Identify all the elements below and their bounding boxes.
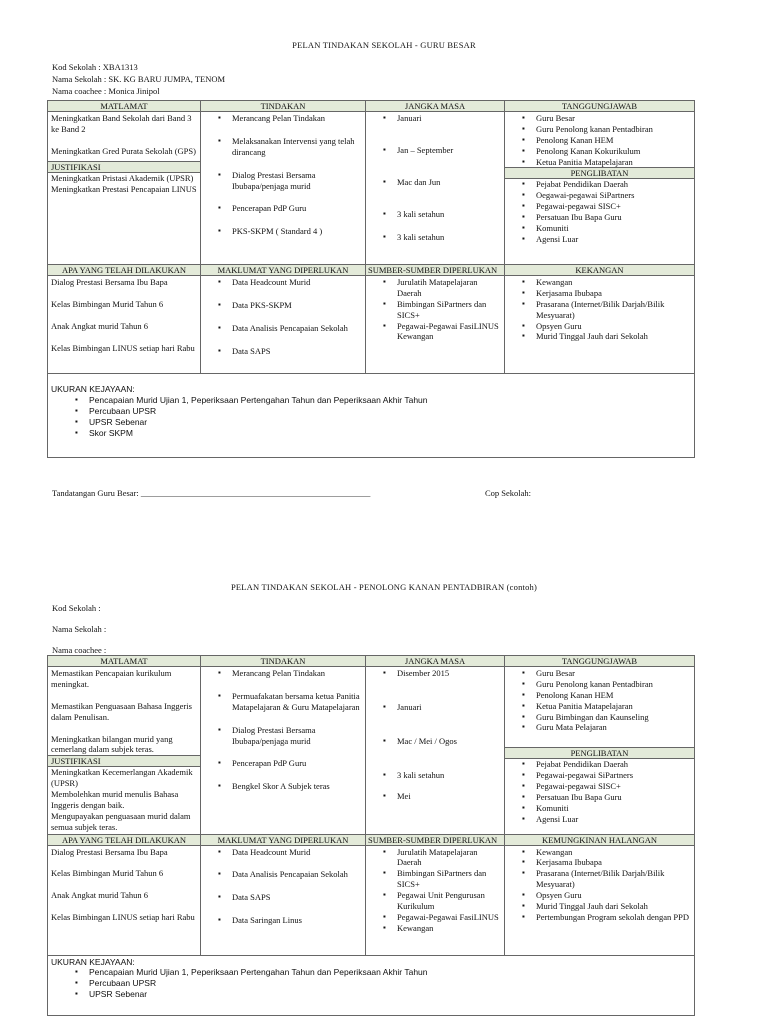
penglibatan-item: ▪ Pegawai-pegawai SISC+ xyxy=(536,201,691,212)
sumber-item: ▪ Jurulatih Matapelajaran Daerah xyxy=(397,277,501,299)
kekangan-cell xyxy=(505,276,695,374)
tindakan-item: ▪ Dialog Prestasi Bersama Ibubapa/penjaga murid xyxy=(232,170,362,192)
jangka-item: ▪ Disember 2015 xyxy=(397,668,501,679)
apa-item: Kelas Bimbingan LINUS setiap hari Rabu xyxy=(51,912,195,923)
penglibatan-item: ▪ Agensi Luar xyxy=(536,814,691,825)
header-tanggungjawab: TANGGUNGJAWAB xyxy=(505,656,695,667)
ukuran-item: ▪ Pencapaian Murid Ujian 1, Peperiksaan Pertengahan Tahun dan Peperiksaan Akhir Tahun xyxy=(89,395,691,406)
apa-item: Kelas Bimbingan LINUS setiap hari Rabu xyxy=(51,342,195,353)
kekangan-item: ▪ Opsyen Guru xyxy=(536,321,691,332)
maklumat-item: ▪ Data Analisis Pencapaian Sekolah xyxy=(232,869,362,880)
tindakan-item: ▪ Permuafakatan bersama ketua Panitia Matapelajaran & Guru Matapelajaran xyxy=(232,691,362,713)
justifikasi-item: Meningkatkan Prestasi Pencapaian LINUS xyxy=(51,183,197,194)
apa-cell xyxy=(48,845,201,955)
matlamat-item: Memastikan Penguasaan Bahasa Inggeris dalam Penulisan. xyxy=(51,700,192,722)
tanggungjawab-cell xyxy=(505,667,695,835)
kekangan-item: ▪ Murid Tinggal Jauh dari Sekolah xyxy=(536,331,691,342)
jangka-item: ▪ Januari xyxy=(397,702,501,713)
header-apa-dilakukan: APA YANG TELAH DILAKUKAN xyxy=(48,834,201,845)
penglibatan-item: ▪ Pejabat Pendidikan Daerah xyxy=(536,759,691,770)
ukuran-item: ▪ Pencapaian Murid Ujian 1, Peperiksaan Pertengahan Tahun dan Peperiksaan Akhir Tahun xyxy=(89,967,691,978)
penglibatan-item: ▪ Pegawai-pegawai SiPartners xyxy=(536,770,691,781)
nama-sekolah: Nama Sekolah : xyxy=(52,624,107,634)
kekangan-item: ▪ Prasarana (Internet/Bilik Darjah/Bilik Mesyuarat) xyxy=(536,299,691,321)
cop-sekolah: Cop Sekolah: xyxy=(485,488,532,498)
jangka-cell xyxy=(366,667,505,835)
tindakan-item: ▪ Pencerapan PdP Guru xyxy=(232,203,362,214)
apa-item: Anak Angkat murid Tahun 6 xyxy=(51,320,148,331)
jangka-item: ▪ Mac dan Jun xyxy=(397,177,501,188)
header-sumber: SUMBER-SUMBER DIPERLUKAN xyxy=(366,834,505,845)
header-matlamat: MATLAMAT xyxy=(48,101,201,112)
maklumat-item: ▪ Data SAPS xyxy=(232,892,362,903)
penglibatan-item: ▪ Pegawai-pegawai SISC+ xyxy=(536,781,691,792)
tindakan-cell xyxy=(201,112,366,265)
justifikasi-item: Meningkatkan Pristasi Akademik (UPSR) xyxy=(51,172,194,183)
tindakan-item: ▪ Merancang Pelan Tindakan xyxy=(232,668,362,679)
maklumat-cell xyxy=(201,276,366,374)
tanggungjawab-item: ▪ Ketua Panitia Matapelajaran xyxy=(536,157,691,168)
jangka-item: ▪ Januari xyxy=(397,113,501,124)
ukuran-item: ▪ UPSR Sebenar xyxy=(89,989,691,1000)
apa-cell xyxy=(48,276,201,374)
plan1-title: PELAN TINDAKAN SEKOLAH - GURU BESAR xyxy=(292,40,476,50)
tindakan-item: ▪ Bengkel Skor A Subjek teras xyxy=(232,781,362,792)
tindakan-item: ▪ Melaksanakan Intervensi yang telah dirancang xyxy=(232,136,362,158)
header-maklumat: MAKLUMAT YANG DIPERLUKAN xyxy=(201,834,366,845)
sumber-item: ▪ Jurulatih Matapelajaran Daerah xyxy=(397,847,501,869)
tanggungjawab-item: ▪ Guru Penolong kanan Pentadbiran xyxy=(536,679,691,690)
tanggungjawab-item: ▪ Penolong Kanan Kokurikulum xyxy=(536,146,691,157)
plan1-meta xyxy=(52,62,225,98)
tanggungjawab-cell xyxy=(505,112,695,265)
matlamat-item: Meningkatkan Band Sekolah dari Band 3 ke Band 2 xyxy=(51,113,192,134)
ukuran-kejayaan xyxy=(48,955,695,1015)
header-justifikasi: JUSTIFIKASI xyxy=(48,161,200,173)
jangka-item: ▪ 3 kali setahun xyxy=(397,232,501,243)
header-tanggungjawab: TANGGUNGJAWAB xyxy=(505,101,695,112)
penglibatan-item: ▪ Persatuan Ibu Bapa Guru xyxy=(536,792,691,803)
kekangan-item: ▪ Kerjasama Ibubapa xyxy=(536,857,691,868)
sumber-item: ▪ Bimbingan SiPartners dan SICS+ xyxy=(397,868,501,890)
plan2-table xyxy=(47,655,695,1016)
maklumat-item: ▪ Data Analisis Pencapaian Sekolah xyxy=(232,323,362,334)
ukuran-item: ▪ Skor SKPM xyxy=(89,428,691,439)
tanggungjawab-item: ▪ Guru Mata Pelajaran xyxy=(536,722,691,733)
header-sumber: SUMBER-SUMBER DIPERLUKAN xyxy=(366,265,505,276)
apa-item: Kelas Bimbingan Murid Tahun 6 xyxy=(51,298,164,309)
kekangan-item: ▪ Prasarana (Internet/Bilik Darjah/Bilik Mesyuarat) xyxy=(536,868,691,890)
header-maklumat: MAKLUMAT YANG DIPERLUKAN xyxy=(201,265,366,276)
sumber-item: ▪ Pegawai Unit Pengurusan Kurikulum xyxy=(397,890,501,912)
apa-item: Dialog Prestasi Bersama Ibu Bapa xyxy=(51,846,168,857)
kekangan-item: ▪ Kewangan xyxy=(536,847,691,858)
tandatangan-guru-besar: Tandatangan Guru Besar: ______________________________________________________ xyxy=(52,488,371,498)
maklumat-item: ▪ Data Headcount Murid xyxy=(232,277,362,288)
header-jangka-masa: JANGKA MASA xyxy=(366,101,505,112)
tanggungjawab-item: ▪ Guru Besar xyxy=(536,113,691,124)
tanggungjawab-item: ▪ Guru Besar xyxy=(536,668,691,679)
maklumat-item: ▪ Data Saringan Linus xyxy=(232,915,362,926)
header-penglibatan: PENGLIBATAN xyxy=(505,167,694,179)
jangka-item: ▪ Mac / Mei / Ogos xyxy=(397,736,501,747)
tindakan-item: ▪ Dialog Prestasi Bersama Ibubapa/penjaga murid xyxy=(232,725,362,747)
header-kemungkinan-halangan: KEMUNGKINAN HALANGAN xyxy=(505,834,695,845)
tindakan-cell xyxy=(201,667,366,835)
kekangan-item: ▪ Kerjasama Ibubapa xyxy=(536,288,691,299)
sumber-item: ▪ Kewangan xyxy=(397,923,501,934)
matlamat-item: Meningkatkan bilangan murid yang cemerlang dalam subjek teras. xyxy=(51,733,173,755)
ukuran-title: UKURAN KEJAYAAN: xyxy=(51,384,135,394)
maklumat-item: ▪ Data PKS-SKPM xyxy=(232,300,362,311)
tanggungjawab-item: ▪ Penolong Kanan HEM xyxy=(536,690,691,701)
kekangan-item: ▪ Opsyen Guru xyxy=(536,890,691,901)
nama-coachee: Nama coachee : xyxy=(52,645,107,655)
kod-sekolah: Kod Sekolah : XBA1313 xyxy=(52,62,138,72)
matlamat-item: Memastikan Pencapaian kurikulum meningkat. xyxy=(51,668,172,689)
justifikasi-item: Meningkatkan Kecemerlangan Akademik (UPSR) xyxy=(51,767,193,789)
maklumat-item: ▪ Data SAPS xyxy=(232,346,362,357)
ukuran-item: ▪ Percubaan UPSR xyxy=(89,978,691,989)
nama-sekolah: Nama Sekolah : SK. KG BARU JUMPA, TENOM xyxy=(52,74,226,84)
apa-item: Kelas Bimbingan Murid Tahun 6 xyxy=(51,868,164,879)
tindakan-item: ▪ PKS-SKPM ( Standard 4 ) xyxy=(232,226,362,237)
tanggungjawab-item: ▪ Ketua Panitia Matapelajaran xyxy=(536,701,691,712)
sumber-cell xyxy=(366,276,505,374)
penglibatan-item: ▪ Agensi Luar xyxy=(536,234,691,245)
plan2-meta xyxy=(52,603,106,657)
plan2-title: PELAN TINDAKAN SEKOLAH - PENOLONG KANAN PENTADBIRAN (contoh) xyxy=(230,582,538,592)
penglibatan-item: ▪ Pejabat Pendidikan Daerah xyxy=(536,179,691,190)
sumber-cell xyxy=(366,845,505,955)
apa-item: Anak Angkat murid Tahun 6 xyxy=(51,890,148,901)
penglibatan-item: ▪ Komuniti xyxy=(536,223,691,234)
kekangan-item: ▪ Kewangan xyxy=(536,277,691,288)
kod-sekolah: Kod Sekolah : xyxy=(52,603,101,613)
maklumat-item: ▪ Data Headcount Murid xyxy=(232,847,362,858)
maklumat-cell xyxy=(201,845,366,955)
penglibatan-item: ▪ Persatuan Ibu Bapa Guru xyxy=(536,212,691,223)
penglibatan-item: ▪ Komuniti xyxy=(536,803,691,814)
matlamat-cell xyxy=(48,112,201,265)
plan1-table xyxy=(47,100,695,458)
jangka-cell xyxy=(366,112,505,265)
kekangan-item: ▪ Murid Tinggal Jauh dari Sekolah xyxy=(536,901,691,912)
tanggungjawab-item: ▪ Penolong Kanan HEM xyxy=(536,135,691,146)
tanggungjawab-item: ▪ Guru Bimbingan dan Kaunseling xyxy=(536,712,691,723)
jangka-item: ▪ Mei xyxy=(397,791,501,802)
nama-coachee: Nama coachee : Monica Jinipol xyxy=(52,86,160,96)
header-kekangan: KEKANGAN xyxy=(505,265,695,276)
header-matlamat: MATLAMAT xyxy=(48,656,201,667)
header-justifikasi: JUSTIFIKASI xyxy=(48,755,200,767)
tindakan-item: ▪ Merancang Pelan Tindakan xyxy=(232,113,362,124)
matlamat-item: Meningkatkan Gred Purata Sekolah (GPS) xyxy=(51,145,196,156)
justifikasi-item: Membolehkan murid menulis Bahasa Inggeris dengan baik. xyxy=(51,789,179,810)
apa-item: Dialog Prestasi Bersama Ibu Bapa xyxy=(51,277,168,287)
ukuran-item: ▪ UPSR Sebenar xyxy=(89,417,691,428)
kekangan-item: ▪ Pertembungan Program sekolah dengan PPD xyxy=(536,912,691,923)
header-jangka-masa: JANGKA MASA xyxy=(366,656,505,667)
header-tindakan: TINDAKAN xyxy=(201,101,366,112)
kekangan-cell xyxy=(505,845,695,955)
ukuran-title: UKURAN KEJAYAAN: xyxy=(51,956,135,967)
penglibatan-item: ▪ Oegawai-pegawai SiPartners xyxy=(536,190,691,201)
sumber-item: ▪ Pegawai-Pegawai FasiLINUS Kewangan xyxy=(397,321,501,343)
jangka-item: ▪ Jan – September xyxy=(397,145,501,156)
jangka-item: ▪ 3 kali setahun xyxy=(397,770,501,781)
tanggungjawab-item: ▪ Guru Penolong kanan Pentadbiran xyxy=(536,124,691,135)
header-tindakan: TINDAKAN xyxy=(201,656,366,667)
header-penglibatan: PENGLIBATAN xyxy=(505,747,694,759)
ukuran-kejayaan xyxy=(48,374,695,458)
sumber-item: ▪ Pegawai-Pegawai FasiLINUS xyxy=(397,912,501,923)
tindakan-item: ▪ Pencerapan PdP Guru xyxy=(232,758,362,769)
matlamat-cell xyxy=(48,667,201,835)
header-apa-dilakukan: APA YANG TELAH DILAKUKAN xyxy=(48,265,201,276)
jangka-item: ▪ 3 kali setahun xyxy=(397,209,501,220)
justifikasi-item: Mengupayakan penguasaan murid dalam semua subjek teras. xyxy=(51,810,191,832)
sumber-item: ▪ Bimbingan SiPartners dan SICS+ xyxy=(397,299,501,321)
ukuran-item: ▪ Percubaan UPSR xyxy=(89,406,691,417)
